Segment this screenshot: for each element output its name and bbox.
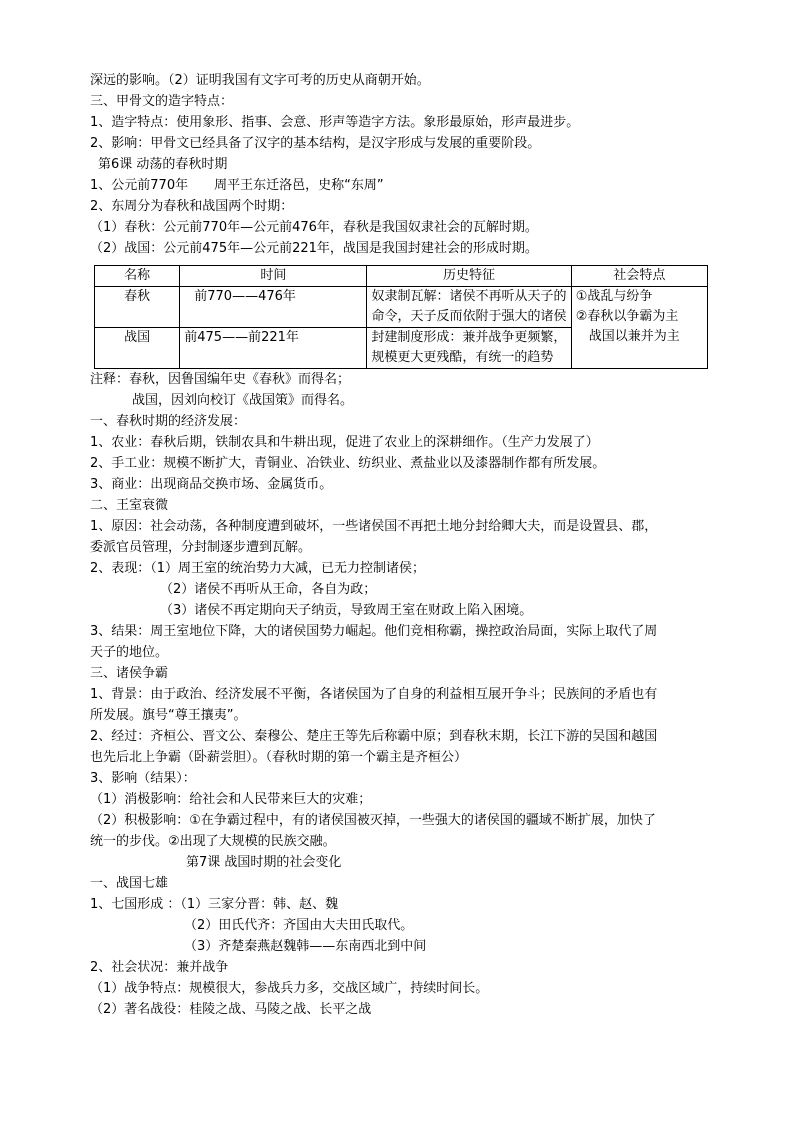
text-line: 2、社会状况：兼并战争 bbox=[90, 960, 229, 975]
table-cell-feature: 封建制度形成：兼并战争更频繁，规模更大更残酷，有统一的趋势 bbox=[367, 328, 571, 369]
text-line: 3、结果：周王室地位下降，大的诸侯国势力崛起。他们竞相称霸，操控政治局面，实际上取代了周 bbox=[90, 624, 658, 639]
table-cell-name: 春秋 bbox=[95, 287, 180, 328]
document-page bbox=[90, 70, 710, 1020]
text-line: （2）诸侯不再听从王命，各自为政； bbox=[160, 582, 377, 597]
social-item: ②春秋以争霸为主 bbox=[575, 309, 679, 324]
social-item: ①战乱与纷争 bbox=[575, 289, 653, 304]
text-line: （3）诸侯不再定期向天子纳贡，导致周王室在财政上陷入困境。 bbox=[160, 603, 533, 618]
text-line: 第6课 动荡的春秋时期 bbox=[98, 157, 228, 172]
text-line: 战国，因刘向校订《战国策》而得名。 bbox=[132, 393, 354, 408]
text-line: （2）战国：公元前475年—公元前221年，战国是我国封建社会的形成时期。 bbox=[90, 241, 538, 256]
text-line: 三、甲骨文的造字特点： bbox=[90, 94, 234, 109]
text-line: 2、影响：甲骨文已经具备了汉字的基本结构，是汉字形成与发展的重要阶段。 bbox=[90, 136, 541, 151]
text-line: 也先后北上争霸（卧薪尝胆）。（春秋时期的第一个霸主是齐桓公） bbox=[90, 750, 468, 765]
text-line: （2）著名战役：桂陵之战、马陵之战、长平之战 bbox=[90, 1002, 372, 1017]
history-table bbox=[94, 265, 708, 369]
text-line: （1）消极影响：给社会和人民带来巨大的灾难； bbox=[90, 792, 372, 807]
table-header: 时间 bbox=[180, 266, 367, 287]
text-line: 委派官员管理，分封制逐步遭到瓦解。 bbox=[90, 540, 312, 555]
text-block-after-table bbox=[90, 369, 710, 1020]
text-line: 2、东周分为春秋和战国两个时期： bbox=[90, 199, 294, 214]
text-block-before-table bbox=[90, 70, 710, 259]
text-line: （1）春秋：公元前770年—公元前476年，春秋是我国奴隶社会的瓦解时期。 bbox=[90, 220, 538, 235]
text-line: 2、经过：齐桓公、晋文公、秦穆公、楚庄王等先后称霸中原；到春秋末期，长江下游的吴国和越国 bbox=[90, 729, 658, 744]
table-header: 名称 bbox=[95, 266, 180, 287]
text-line: （2）田氏代齐：齐国由大夫田氏取代。 bbox=[184, 918, 414, 933]
text-line: （1）战争特点：规模很大，参战兵力多，交战区域广，持续时间长。 bbox=[90, 981, 489, 996]
text-line: 3、商业：出现商品交换市场、金属货币。 bbox=[90, 477, 333, 492]
table-cell-time: 前475——前221年 bbox=[180, 328, 367, 369]
social-item: 战国以兼并为主 bbox=[588, 329, 680, 344]
table-header: 社会特点 bbox=[571, 266, 707, 287]
text-line: 2、手工业：规模不断扩大，青铜业、冶铁业、纺织业、煮盐业以及漆器制作都有所发展。 bbox=[90, 456, 606, 471]
text-line: 1、造字特点：使用象形、指事、会意、形声等造字方法。象形最原始，形声最进步。 bbox=[90, 115, 580, 130]
text-line: （3）齐楚秦燕赵魏韩——东南西北到中间 bbox=[184, 939, 427, 954]
table-header-row bbox=[95, 266, 708, 287]
text-line: 一、春秋时期的经济发展： bbox=[90, 414, 247, 429]
text-line: 一、战国七雄 bbox=[90, 876, 169, 891]
text-line: 1、农业：春秋后期，铁制农具和牛耕出现，促进了农业上的深耕细作。（生产力发展了） bbox=[90, 435, 599, 450]
text-line: 三、诸侯争霸 bbox=[90, 666, 169, 681]
table-cell-social bbox=[571, 287, 707, 369]
text-line: （2）积极影响：①在争霸过程中，有的诸侯国被灭掉，一些强大的诸侯国的疆域不断扩展，加快了 bbox=[90, 813, 656, 828]
table-cell-name: 战国 bbox=[95, 328, 180, 369]
text-line: 第7课 战国时期的社会变化 bbox=[186, 855, 342, 870]
text-line: 二、王室衰微 bbox=[90, 498, 169, 513]
text-line: 3、影响（结果）： bbox=[90, 771, 196, 786]
table-header: 历史特征 bbox=[367, 266, 571, 287]
text-line: 深远的影响。（2）证明我国有文字可考的历史从商朝开始。 bbox=[90, 73, 430, 88]
text-line: 2、表现：（1）周王室的统治势力大减，已无力控制诸侯； bbox=[90, 561, 426, 576]
text-line: 注释：春秋，因鲁国编年史《春秋》而得名； bbox=[90, 372, 351, 387]
text-line: 统一的步伐。②出现了大规模的民族交融。 bbox=[90, 834, 336, 849]
text-line: 1、七国形成 ：（1）三家分晋：韩、赵、魏 bbox=[90, 897, 339, 912]
table-cell-feature: 奴隶制瓦解：诸侯不再听从天子的命令，天子反而依附于强大的诸侯 bbox=[367, 287, 571, 328]
table-row bbox=[95, 287, 708, 328]
text-line: 所发展。旗号“尊王攘夷”。 bbox=[90, 708, 247, 723]
text-line: 1、原因：社会动荡，各种制度遭到破坏，一些诸侯国不再把土地分封给卿大夫，而是设置县、郡， bbox=[90, 519, 658, 534]
text-line: 天子的地位。 bbox=[90, 645, 169, 660]
text-line: 1、背景：由于政治、经济发展不平衡，各诸侯国为了自身的利益相互展开争斗；民族间的矛盾也有 bbox=[90, 687, 658, 702]
text-line: 1、公元前770年 周平王东迁洛邑，史称“东周” bbox=[90, 178, 384, 193]
table-cell-time: 前770——476年 bbox=[180, 287, 367, 328]
